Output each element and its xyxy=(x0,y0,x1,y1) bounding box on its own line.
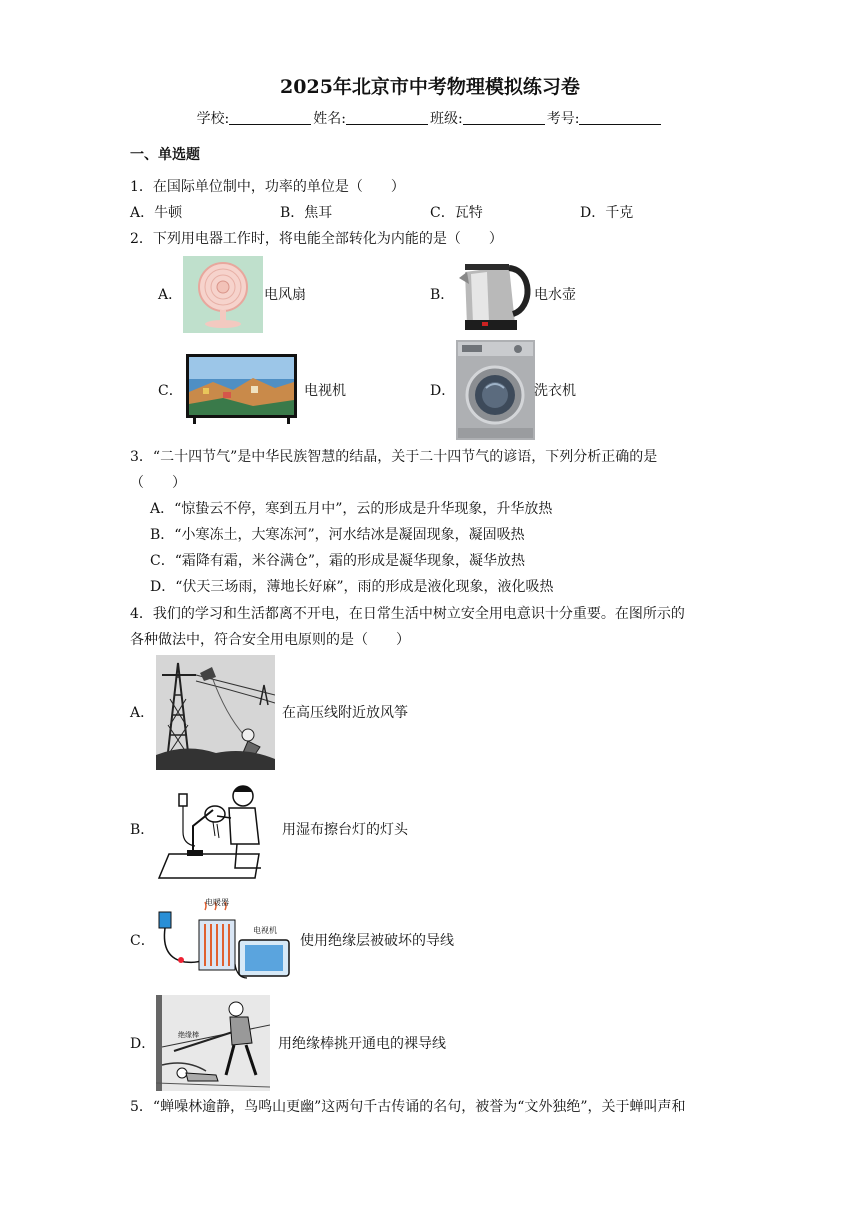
q2-option-d-label: 洗衣机 xyxy=(534,383,576,399)
q4-option-b-label: 用湿布擦台灯的灯头 xyxy=(282,822,408,838)
exam-title: 2025年北京市中考物理模拟练习卷 xyxy=(280,76,580,98)
washing-machine-image xyxy=(456,340,535,440)
student-info-line xyxy=(0,110,860,128)
class-blank xyxy=(463,110,545,125)
q3-option-b: B．“小寒冻土，大寒冻河”，河水结冰是凝固现象，凝固吸热 xyxy=(150,527,525,543)
q2-option-d-letter: D． xyxy=(430,383,456,399)
q2-option-c-letter: C． xyxy=(158,383,183,399)
q4-option-a-label: 在高压线附近放风筝 xyxy=(282,705,408,721)
q4-option-d-label: 用绝缘棒挑开通电的裸导线 xyxy=(278,1036,446,1052)
q4-option-c-label: 使用绝缘层被破坏的导线 xyxy=(300,933,454,949)
exam-no-blank xyxy=(579,110,661,125)
tv-caption: 电视机 xyxy=(253,926,277,935)
q2-option-a-letter: A． xyxy=(158,287,183,303)
name-blank xyxy=(346,110,428,125)
q2-option-c-label: 电视机 xyxy=(304,383,346,399)
q3-option-c: C．“霜降有霜，米谷满仓”，霜的形成是凝华现象，凝华放热 xyxy=(150,553,526,569)
kite-near-power-line-image xyxy=(156,655,275,770)
damaged-wire-appliances-image xyxy=(155,898,295,984)
q4-option-c-letter: C． xyxy=(130,933,155,949)
rod-caption: 绝缘棒 xyxy=(178,1031,199,1039)
television-image xyxy=(183,352,300,426)
q1-option-b: B．焦耳 xyxy=(280,205,333,221)
electric-kettle-image xyxy=(457,256,535,333)
heater-caption: 电暖器 xyxy=(205,898,229,907)
exam-no-label: 考号: xyxy=(546,111,580,127)
q3-stem-line2: （ ） xyxy=(130,475,186,491)
q4-option-b-letter: B． xyxy=(130,822,155,838)
q1-option-c: C．瓦特 xyxy=(430,205,483,221)
q4-option-a-letter: A． xyxy=(130,705,155,721)
q5-stem-line1: 5．“蝉噪林逾静，鸟鸣山更幽”这两句千古传诵的名句，被誉为“文外独绝”，关于蝉叫声和 xyxy=(130,1099,686,1115)
q3-stem-line1: 3．“二十四节气”是中华民族智慧的结晶，关于二十四节气的谚语，下列分析正确的是 xyxy=(130,449,658,465)
class-label: 班级: xyxy=(430,111,463,127)
insulated-rod-rescue-image xyxy=(156,995,270,1091)
q2-option-b-label: 电水壶 xyxy=(534,287,576,303)
q2-option-b-letter: B． xyxy=(430,287,455,303)
school-label: 学校: xyxy=(196,111,230,127)
q4-stem-line1: 4．我们的学习和生活都离不开电，在日常生活中树立安全用电意识十分重要。在图所示的 xyxy=(130,606,685,622)
section-heading: 一、单选题 xyxy=(130,147,200,163)
q4-stem-line2: 各种做法中，符合安全用电原则的是（ ） xyxy=(130,632,410,648)
q2-stem: 2．下列用电器工作时，将电能全部转化为内能的是（ ） xyxy=(130,231,503,247)
electric-fan-image xyxy=(183,256,263,333)
school-blank xyxy=(229,110,311,125)
q1-option-a: A．牛顿 xyxy=(130,205,183,221)
q4-option-d-letter: D． xyxy=(130,1036,156,1052)
q3-option-a: A．“惊蛰云不停，寒到五月中”，云的形成是升华现象，升华放热 xyxy=(150,501,553,517)
name-label: 姓名: xyxy=(313,111,346,127)
wet-cloth-lamp-image xyxy=(155,782,267,882)
q1-option-d: D．千克 xyxy=(580,205,634,221)
q2-option-a-label: 电风扇 xyxy=(264,287,306,303)
q1-stem: 1．在国际单位制中，功率的单位是（ ） xyxy=(130,179,405,195)
q3-option-d: D．“伏天三场雨，薄地长好麻”，雨的形成是液化现象，液化吸热 xyxy=(150,579,554,595)
